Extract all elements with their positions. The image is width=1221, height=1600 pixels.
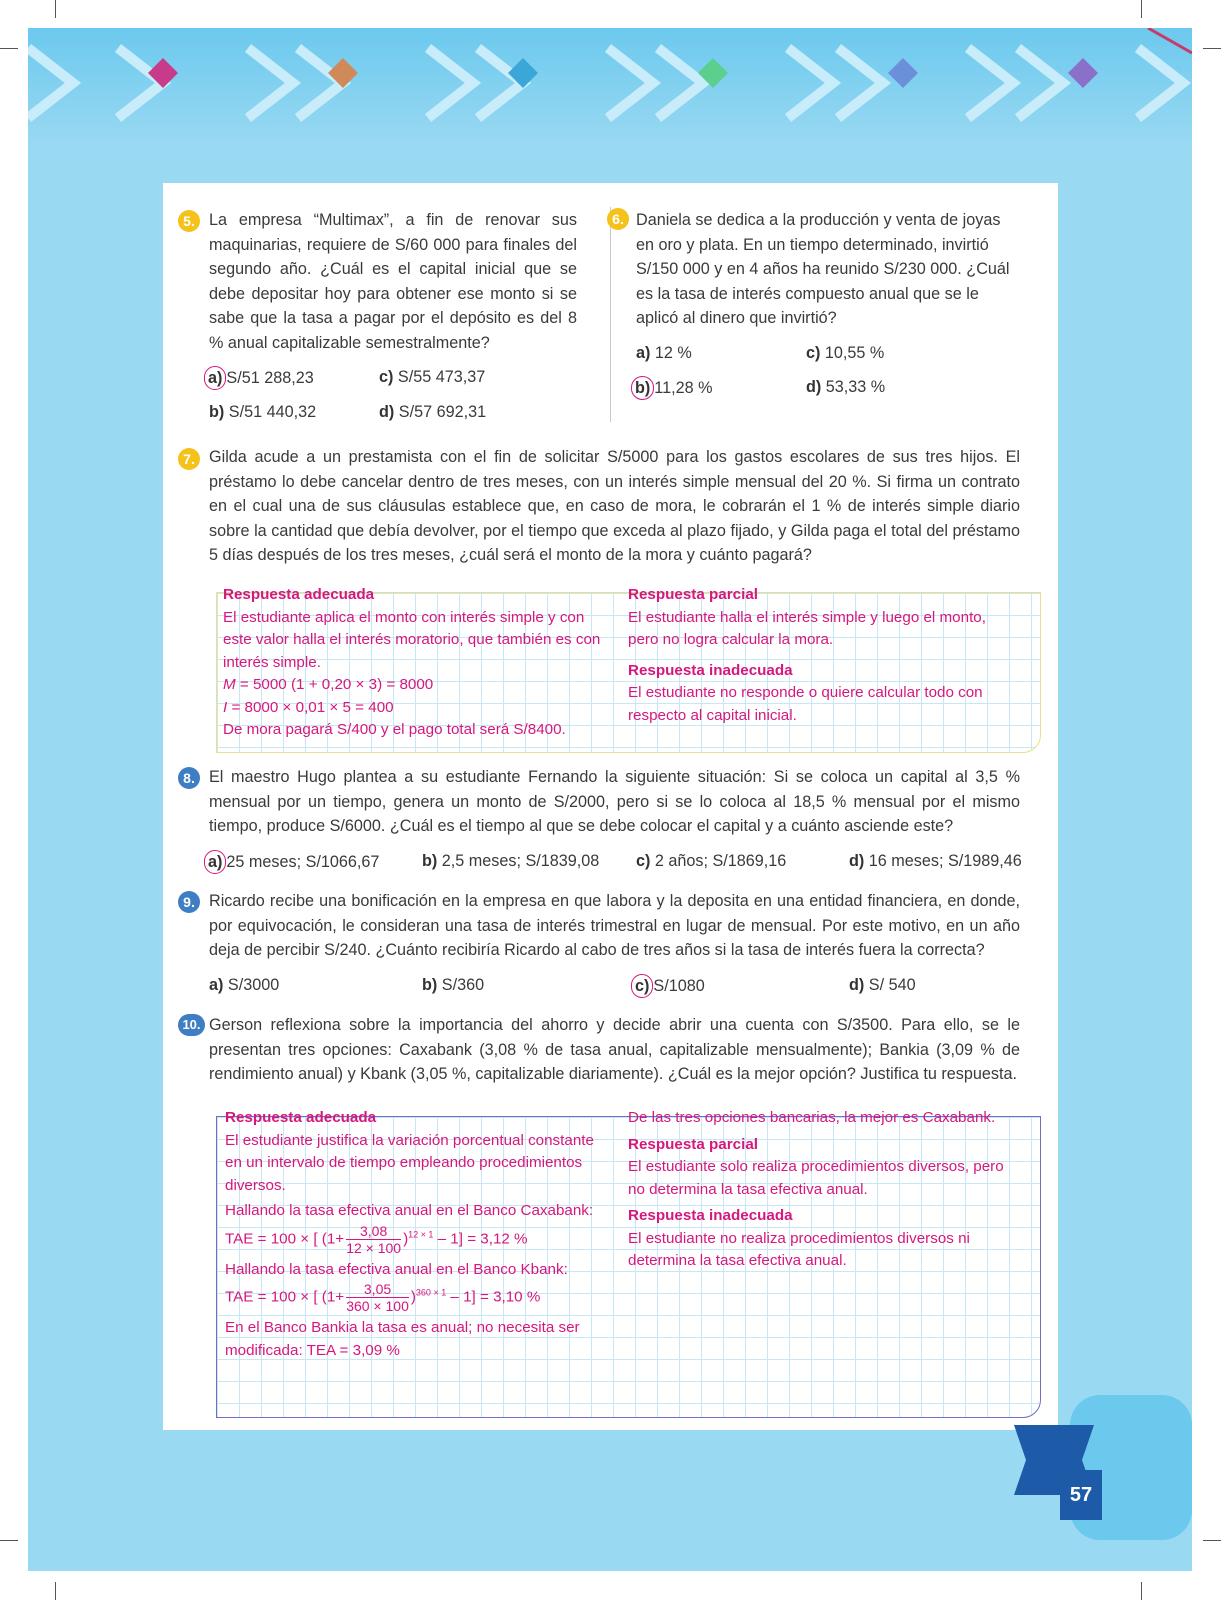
option-d[interactable]: d) S/ 540 [849, 976, 916, 994]
option-b[interactable]: b) S/51 440,32 [209, 403, 317, 421]
answer-circle: b) [631, 376, 654, 400]
option-d[interactable]: d) 53,33 % [806, 378, 886, 396]
option-a[interactable]: a) 12 % [636, 344, 692, 362]
question-8-text [209, 765, 1020, 839]
page-number: 57 [1060, 1470, 1102, 1520]
conclusion-line: De las tres opciones bancarias, la mejor es Caxabank. [628, 1109, 996, 1126]
option-c[interactable]: c) 2 años; S/1869,16 [636, 852, 787, 870]
rubric-text: El estudiante aplica el monto con interés simple y con este valor halla el interés moratorio, que también es con interés simple. [223, 608, 601, 671]
option-d[interactable]: d) 16 meses; S/1989,46 [849, 852, 1022, 870]
rubric-text: El estudiante halla el interés simple y luego el monto, pero no logra calcular la mora. [628, 608, 986, 648]
rubric-text: El estudiante no responde o quiere calcular todo con respecto al capital inicial. [628, 684, 983, 724]
crop-mark [55, 0, 56, 18]
rubric-text: El estudiante no realiza procedimientos diversos ni determina la tasa efectiva anual. [628, 1229, 970, 1269]
rubric-left-column [225, 1107, 605, 1362]
question-text: Gerson reflexiona sobre la importancia del ahorro y decide abrir una cuenta con S/3500. Para ello, se le presentan tres opciones: Caxabank (3,08 % de tasa anual, capitalizable mensualmente); Bankia (3,09 % de rendimiento anual) y Kbank (3,05 %, capitalizable diariamente). ¿Cuál es la mejor opción? Justifica tu respuesta. [209, 1016, 1020, 1083]
question-text: Gilda acude a un prestamista con el fin de solicitar S/5000 para los gastos escolares de sus tres hijos. El préstamo lo debe cancelar dentro de tres meses, con un interés simple mensual del 20 %. Si firma un contrato en el cual una de sus cláusulas establece que, en caso de mora, le cobrarán el 1 % de interés simple diario sobre la cantidad que debía devolver, por el tiempo que exceda al plazo fijado, y Gilda paga el total del préstamo 5 días después de los tres meses, ¿cuál será el monto de la mora y cuánto pagará? [209, 448, 1020, 564]
question-9-text [209, 889, 1020, 963]
crop-mark [1141, 1582, 1142, 1600]
crop-mark [1203, 1540, 1221, 1541]
fraction: $\frac{3,08}{12 \times 100}$ [346, 1222, 402, 1256]
column-divider [610, 207, 611, 422]
option-a[interactable]: a) 25 meses; S/1066,67 [209, 850, 379, 874]
option-b[interactable]: b) 2,5 meses; S/1839,08 [422, 852, 600, 870]
rubric-right-column [628, 1107, 1013, 1273]
question-text: Ricardo recibe una bonificación en la empresa en que labora y la deposita en una entidad financiera, en donde, por equivocación, le consideran una tasa de interés trimestral en lugar de mensual. Por este motivo, en un año deja de percibir S/240. ¿Cuánto recibiría Ricardo al cabo de tres años si la tasa de interés fuera la correcta? [209, 892, 1020, 959]
question-text: El maestro Hugo plantea a su estudiante Fernando la siguiente situación: Si se coloca un capital al 3,5 % mensual por un tiempo, genera un monto de S/2000, pero si se lo coloca al 18,5 % mensual por el mismo tiempo, produce S/6000. ¿Cuál es el tiempo al que se debe colocar el capital y a cuánto asciende este? [209, 768, 1020, 835]
option-b[interactable]: b) S/360 [422, 976, 485, 994]
question-number-badge: 8. [178, 767, 200, 789]
question-number-badge: 6. [607, 208, 629, 230]
question-text: La empresa “Multimax”, a fin de renovar sus maquinarias, requiere de S/60 000 para finales del segundo año. ¿Cuál es el capital inicial que se debe depositar hoy para obtener ese monto si se sabe que la tasa a pagar por el depósito es del 8 % anual capitalizable semestralmente? [209, 211, 577, 352]
formula-line: TAE = 100 × [ (1+ $\frac{3,08}{12 \times 100}$ )$^{12 \times 1}$ – 1] = 3,12 % [225, 1222, 528, 1256]
rubric-title: Respuesta parcial [628, 1135, 758, 1153]
formula-line: TAE = 100 × [ (1+ $\frac{3,05}{360 \times 100}$ )$^{360 \times 1}$ – 1] = 3,10 % [225, 1281, 541, 1314]
rubric-left-column [223, 584, 608, 742]
rubric-text: El estudiante solo realiza procedimientos diversos, pero no determina la tasa efectiva anual. [628, 1158, 1004, 1198]
formula-label: Hallando la tasa efectiva anual en el Banco Kbank: [225, 1260, 568, 1278]
rubric-title: Respuesta adecuada [223, 586, 375, 603]
crop-mark [1141, 0, 1142, 18]
option-c[interactable]: c) S/1080 [636, 974, 705, 998]
rubric-title: Respuesta inadecuada [628, 1207, 793, 1224]
decorative-header-band [28, 28, 1192, 148]
option-a[interactable]: a) S/3000 [209, 976, 280, 994]
question-text: Daniela se dedica a la producción y venta de joyas en oro y plata. En un tiempo determinado, invirtió S/150 000 y en 4 años ha reunido S/230 000. ¿Cuál es la tasa de interés compuesto anual que se le aplicó al dinero que invirtió? [636, 211, 1010, 327]
crop-mark [0, 1540, 18, 1541]
question-number-badge: 5. [178, 210, 200, 232]
option-d[interactable]: d) S/57 692,31 [379, 403, 487, 421]
question-5-text [209, 208, 577, 355]
option-c[interactable]: c) 10,55 % [806, 344, 885, 362]
question-number-badge: 9. [178, 891, 200, 913]
question-6-text [636, 208, 1022, 331]
rubric-title: Respuesta parcial [628, 586, 758, 603]
formula-line: I = 8000 × 0,01 × 5 = 400 [223, 698, 394, 716]
crop-mark [0, 48, 18, 49]
formula-line: M = 5000 (1 + 0,20 × 3) = 8000 [223, 676, 434, 693]
question-10-text [209, 1013, 1020, 1087]
option-b[interactable]: b) 11,28 % [636, 376, 712, 400]
fraction: $\frac{3,05}{360 \times 100}$ [346, 1281, 409, 1314]
conclusion-line: De mora pagará S/400 y el pago total será S/8400. [223, 721, 566, 738]
question-number-badge: 10. [178, 1014, 205, 1036]
answer-circle: c) [631, 974, 653, 998]
rubric-text: En el Banco Bankia la tasa es anual; no necesita ser modificada: TEA = 3,09 % [225, 1319, 580, 1359]
question-number-badge: 7. [178, 448, 200, 470]
formula-label: Hallando la tasa efectiva anual en el Banco Caxabank: [225, 1202, 594, 1219]
crop-mark [1203, 48, 1221, 49]
answer-circle: a) [204, 366, 226, 390]
rubric-title: Respuesta inadecuada [628, 661, 793, 679]
crop-mark [55, 1582, 56, 1600]
rubric-right-column [628, 584, 1013, 727]
answer-circle: a) [204, 850, 226, 874]
rubric-title: Respuesta adecuada [225, 1109, 377, 1126]
question-7-text [209, 445, 1020, 568]
rubric-text: El estudiante justifica la variación porcentual constante en un intervalo de tiempo empleando procedimientos diversos. [225, 1131, 594, 1194]
option-c[interactable]: c) S/55 473,37 [379, 368, 486, 386]
option-a[interactable]: a) S/51 288,23 [209, 366, 314, 390]
